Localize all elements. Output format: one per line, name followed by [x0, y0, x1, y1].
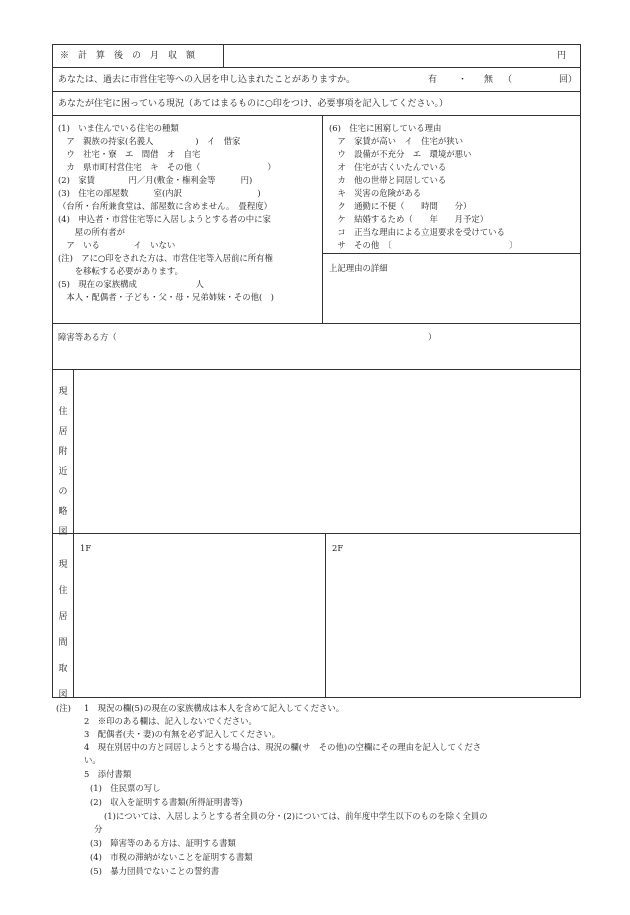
left-line[interactable]: ア いる イ いない [58, 240, 176, 250]
option-yes[interactable]: 有 [428, 75, 438, 85]
note-item: 4 現在別居中の方と同居しようとする場合は、現況の欄(サ その他)の空欄にその理由を記入してくださ [84, 742, 482, 752]
column-divider [322, 116, 323, 324]
notes-heading: (注) [56, 703, 71, 713]
past-application-question: あなたは、過去に市営住宅等への入居を申し込まれたことがありますか。 [58, 75, 356, 85]
right-line[interactable]: サ その他 〔 〕 [329, 240, 518, 250]
right-line[interactable]: オ 住宅が古くいたんでいる [329, 162, 447, 172]
count-close-paren: 回） [559, 75, 578, 85]
right-line[interactable]: ク 通勤に不便（ 時間 分） [329, 201, 472, 211]
note-item: 分 [94, 824, 103, 834]
left-line: （台所・台所兼食堂は、部屋数に含めません。 畳程度） [58, 201, 273, 211]
disability-label: 障害等ある方（ [58, 332, 117, 342]
reason-detail-field[interactable] [324, 278, 579, 322]
second-floor-label: 2F [332, 543, 344, 553]
first-floor-area[interactable] [74, 556, 324, 696]
left-line: を移転する必要があります。 [58, 266, 183, 276]
left-line[interactable]: (5) 現在の家族構成 人 [58, 279, 204, 289]
nearby-map-label: 現住居附近の略図 [58, 387, 68, 537]
note-item: (3) 障害等のある方は、証明する書類 [90, 838, 236, 848]
right-line[interactable]: ケ 結婚するため（ 年 月予定） [329, 214, 489, 224]
note-item: (1) 住民票の写し [90, 783, 161, 793]
left-line: (注) アに○印をされた方は、市営住宅等入居前に所有権 [58, 253, 273, 263]
right-inner-divider [322, 253, 581, 254]
left-line: (1) いま住んでいる住宅の種類 [58, 123, 179, 133]
left-line[interactable]: 本人・配偶者・子ども・父・母・兄弟姉妹・その他( ) [58, 292, 274, 302]
first-floor-label: 1F [80, 543, 92, 553]
monthly-income-label: ※ 計 算 後 の 月 収 額 [60, 51, 196, 61]
left-line[interactable]: ウ 社宅・寮 エ 間借 オ 自宅 [58, 149, 201, 159]
second-floor-area[interactable] [326, 556, 580, 696]
note-item: 5 添付書類 [84, 769, 132, 779]
left-line: (4) 申込者・市営住宅等に入居しようとする者の中に家 [58, 214, 271, 224]
note-item: (4) 市税の滞納がないことを証明する書類 [90, 852, 253, 862]
monthly-income-field[interactable] [224, 45, 554, 67]
left-line[interactable]: (2) 家賃 円／月(敷金・権利金等 円) [58, 175, 253, 185]
note-item: い。 [84, 755, 101, 765]
application-count-field[interactable] [515, 71, 557, 89]
floorplan-label: 現住居間取図 [58, 560, 68, 700]
note-item: (2) 収入を証明する書類(所得証明書等) [90, 797, 243, 807]
option-no[interactable]: 無 [484, 75, 494, 85]
right-line: (6) 住宅に困窮している理由 [329, 123, 442, 133]
left-line[interactable]: ア 親族の持家(名義人 ) イ 借家 [58, 136, 241, 146]
left-line[interactable]: カ 県市町村営住宅 キ その他（ ） [58, 162, 276, 172]
housing-status-instruction: あなたが住宅に困っている現況（あてはまるものに○印をつけ、必要事項を記入してください。） [58, 99, 448, 109]
count-open-paren: （ [503, 75, 513, 85]
left-line[interactable]: (3) 住宅の部屋数 室(内訳 ) [58, 188, 261, 198]
left-line: 屋の所有者が [58, 227, 125, 237]
disability-close-paren: ） [428, 332, 437, 342]
nearby-map-area[interactable] [74, 371, 580, 533]
right-line[interactable]: キ 災害の危険がある [329, 188, 422, 198]
option-dot: ・ [458, 75, 468, 85]
note-item: 1 現況の欄(5)の現在の家族構成は本人を含めて記入してください。 [84, 703, 345, 713]
note-item: (5) 暴力団員でないことの誓約書 [90, 866, 220, 876]
note-item: 2 ※印のある欄は、記入しないでください。 [84, 716, 257, 726]
note-item: 3 配偶者(夫・妻)の有無を必ず記入してください。 [84, 729, 281, 739]
note-item: (1)については、入居しようとする者全員の分・(2)については、前年度中学生以下のものを除く全員の [104, 811, 488, 821]
right-line[interactable]: ウ 設備が不充分 エ 環境が悪い [329, 149, 472, 159]
disability-field[interactable] [128, 328, 424, 344]
right-line[interactable]: コ 正当な理由による立退要求を受けている [329, 227, 505, 237]
right-line[interactable]: カ 他の世帯と同居している [329, 175, 447, 185]
reason-detail-label: 上記理由の詳細 [329, 263, 388, 273]
yen-unit: 円 [557, 51, 567, 61]
right-line[interactable]: ア 家賃が高い イ 住宅が狭い [329, 136, 463, 146]
